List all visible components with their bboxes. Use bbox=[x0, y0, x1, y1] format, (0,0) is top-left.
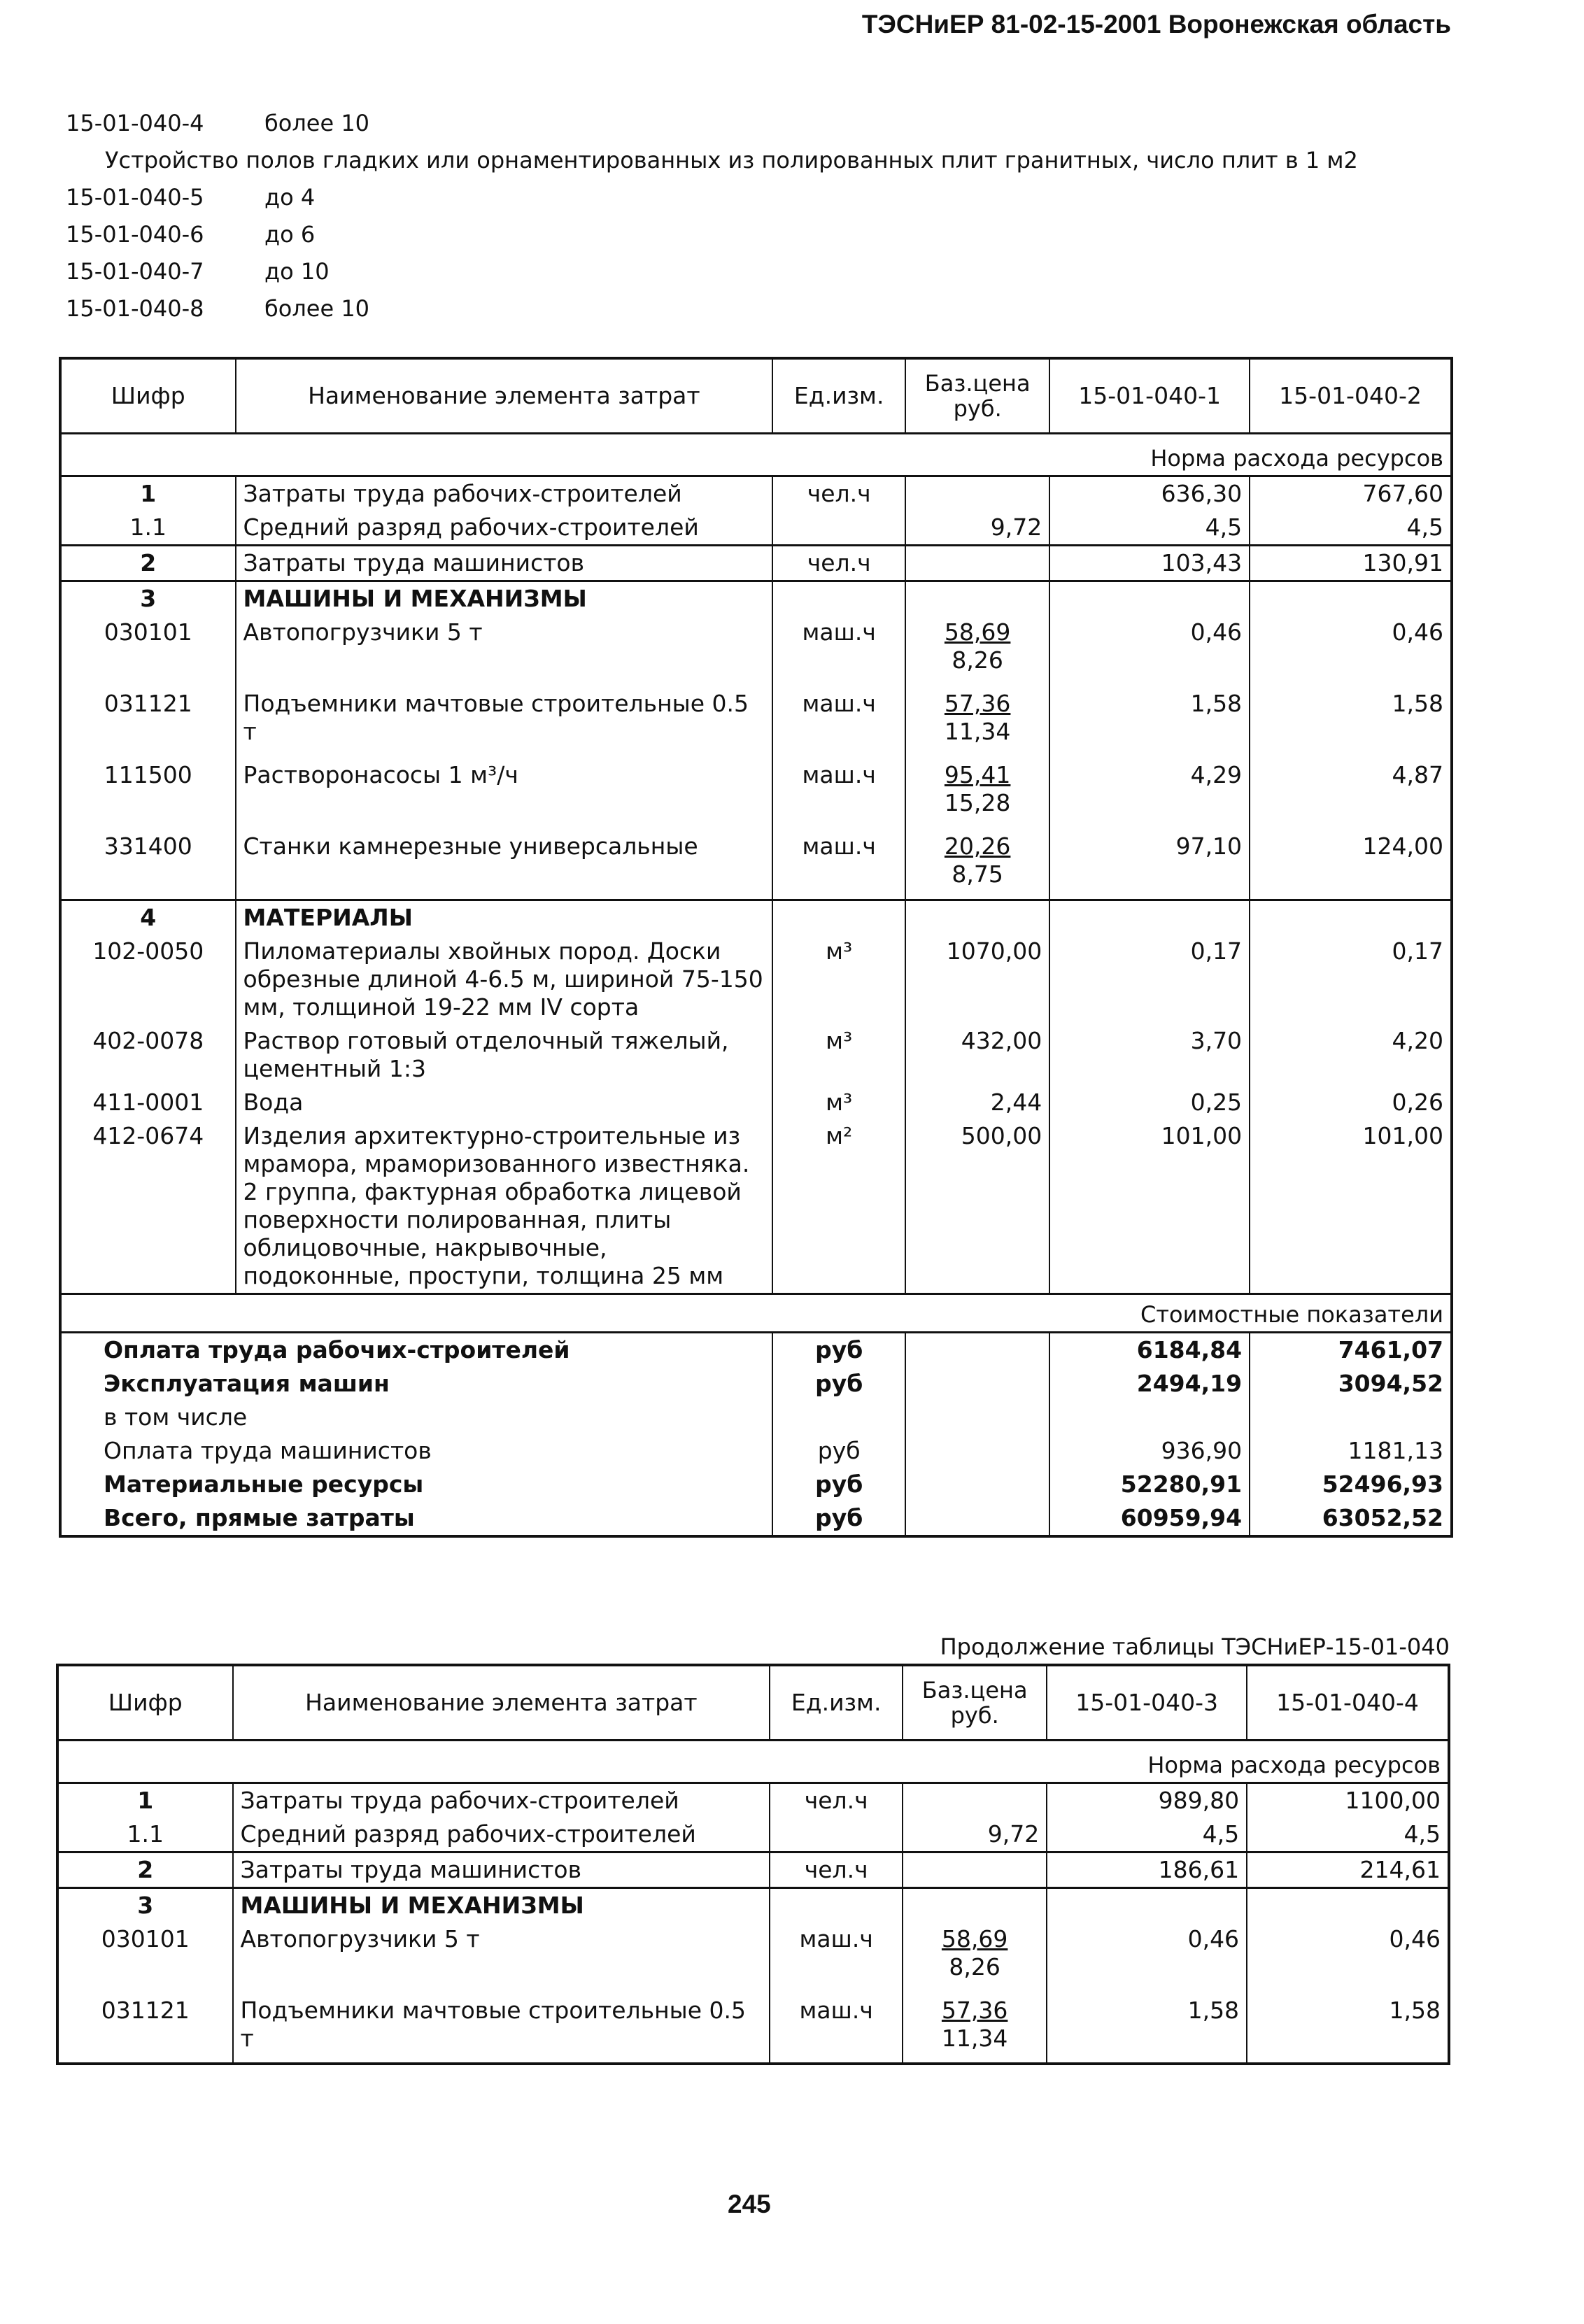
summary-unit: руб bbox=[772, 1468, 905, 1501]
row-name: Подъемники мачтовые строительные 0.5 т bbox=[236, 687, 773, 758]
row-price: 9,72 bbox=[903, 1818, 1047, 1852]
row-unit: чел.ч bbox=[772, 476, 905, 511]
row-price: 500,00 bbox=[905, 1119, 1049, 1294]
row-price: 432,00 bbox=[905, 1024, 1049, 1086]
price-top: 20,26 bbox=[944, 832, 1011, 860]
table-row bbox=[60, 1086, 1452, 1119]
table-row bbox=[60, 758, 1452, 830]
summary-unit: руб bbox=[772, 1501, 905, 1536]
row-unit: чел.ч bbox=[770, 1783, 903, 1818]
norm-label: Норма расхода ресурсов bbox=[57, 1741, 1449, 1783]
summary-name: Эксплуатация машин bbox=[104, 1369, 390, 1397]
intro-row bbox=[66, 216, 1465, 253]
price-bottom: 8,75 bbox=[952, 860, 1003, 888]
cost-label-row bbox=[60, 1294, 1452, 1332]
row-name: Изделия архитектурно-строительные из мрамора, мраморизованного известняка. 2 группа, фактурная обработка лицевой поверхности полированная, плиты облицовочные, накрывочные, подоконные, проступи, толщина 25 мм bbox=[236, 1119, 773, 1294]
row-code: 411-0001 bbox=[92, 1088, 204, 1116]
summary-value-2: 7461,07 bbox=[1250, 1332, 1452, 1367]
summary-row bbox=[60, 1468, 1452, 1501]
intro-desc: до 6 bbox=[264, 221, 316, 248]
table-row bbox=[60, 935, 1452, 1024]
table-row bbox=[57, 1818, 1449, 1852]
summary-unit: руб bbox=[772, 1332, 905, 1367]
table-row bbox=[60, 1024, 1452, 1086]
price-bottom: 8,26 bbox=[949, 1953, 1000, 1981]
row-price: 2,44 bbox=[905, 1086, 1049, 1119]
row-unit: маш.ч bbox=[772, 687, 905, 758]
row-value-1: 1,58 bbox=[1047, 1994, 1247, 2064]
header-unit: Ед.изм. bbox=[770, 1665, 903, 1741]
summary-row bbox=[60, 1401, 1452, 1434]
table-row bbox=[60, 830, 1452, 900]
row-value-2: 4,20 bbox=[1250, 1024, 1452, 1086]
section-row bbox=[60, 581, 1452, 616]
row-value-2: 4,87 bbox=[1250, 758, 1452, 830]
summary-value-2: 3094,52 bbox=[1250, 1367, 1452, 1401]
row-code: 102-0050 bbox=[92, 937, 204, 965]
intro-code: 15-01-040-6 bbox=[66, 221, 204, 248]
table-row bbox=[57, 1783, 1449, 1818]
norm-label-row bbox=[57, 1741, 1449, 1783]
table-row bbox=[60, 511, 1452, 546]
price-top: 58,69 bbox=[944, 618, 1011, 646]
row-value-1: 101,00 bbox=[1049, 1119, 1250, 1294]
row-name: Растворонасосы 1 м³/ч bbox=[236, 758, 773, 830]
resource-table-1 bbox=[59, 357, 1453, 1538]
row-price bbox=[905, 687, 1049, 758]
table-row bbox=[60, 616, 1452, 687]
price-top: 57,36 bbox=[944, 690, 1011, 717]
norm-label: Норма расхода ресурсов bbox=[60, 434, 1452, 476]
price-top: 57,36 bbox=[941, 1997, 1008, 2024]
row-price bbox=[903, 1994, 1047, 2064]
row-value-1: 1,58 bbox=[1049, 687, 1250, 758]
section-name: МАШИНЫ И МЕХАНИЗМЫ bbox=[236, 581, 773, 616]
section-row bbox=[57, 1888, 1449, 1923]
intro-code: 15-01-040-7 bbox=[66, 258, 204, 285]
row-unit: м² bbox=[772, 1119, 905, 1294]
intro-code: 15-01-040-4 bbox=[66, 110, 204, 136]
row-code: 030101 bbox=[104, 618, 192, 646]
summary-value-1: 2494,19 bbox=[1049, 1367, 1250, 1401]
row-value-2: 0,17 bbox=[1250, 935, 1452, 1024]
row-value-2: 0,26 bbox=[1250, 1086, 1452, 1119]
row-value-1: 4,5 bbox=[1047, 1818, 1247, 1852]
row-price bbox=[905, 758, 1049, 830]
intro-code: 15-01-040-8 bbox=[66, 295, 204, 322]
row-price bbox=[905, 616, 1049, 687]
row-name: Вода bbox=[236, 1086, 773, 1119]
row-value-2: 4,5 bbox=[1250, 511, 1452, 546]
table-header-row bbox=[60, 358, 1452, 434]
intro-desc: более 10 bbox=[264, 110, 370, 136]
row-name: Пиломатериалы хвойных пород. Доски обрезные длиной 4-6.5 м, шириной 75-150 мм, толщиной 19-22 мм IV сорта bbox=[236, 935, 773, 1024]
summary-name: в том числе bbox=[104, 1403, 248, 1431]
row-code: 1 bbox=[137, 1787, 154, 1814]
table-row bbox=[60, 687, 1452, 758]
norm-label-row bbox=[60, 434, 1452, 476]
row-value-2: 767,60 bbox=[1250, 476, 1452, 511]
summary-row bbox=[60, 1367, 1452, 1401]
row-price bbox=[903, 1922, 1047, 1994]
header-col5: 15-01-040-1 bbox=[1049, 358, 1250, 434]
table-row bbox=[57, 1852, 1449, 1888]
summary-name: Оплата труда рабочих-строителей bbox=[104, 1335, 570, 1363]
row-name: Затраты труда рабочих-строителей bbox=[233, 1783, 770, 1818]
row-name: Затраты труда машинистов bbox=[236, 546, 773, 581]
summary-row bbox=[60, 1434, 1452, 1468]
header-col5: 15-01-040-3 bbox=[1047, 1665, 1247, 1741]
row-value-1: 0,17 bbox=[1049, 935, 1250, 1024]
resource-table-2 bbox=[56, 1664, 1450, 2065]
summary-row bbox=[60, 1332, 1452, 1367]
row-value-1: 186,61 bbox=[1047, 1852, 1247, 1888]
summary-value-2: 52496,93 bbox=[1250, 1468, 1452, 1501]
summary-name: Всего, прямые затраты bbox=[104, 1503, 415, 1531]
header-col6: 15-01-040-4 bbox=[1247, 1665, 1449, 1741]
intro-desc: более 10 bbox=[264, 295, 370, 322]
row-name: Раствор готовый отделочный тяжелый, цементный 1:3 bbox=[236, 1024, 773, 1086]
row-value-1: 636,30 bbox=[1049, 476, 1250, 511]
row-name: Средний разряд рабочих-строителей bbox=[233, 1818, 770, 1852]
row-price: 9,72 bbox=[905, 511, 1049, 546]
intro-block bbox=[66, 105, 1465, 327]
summary-value-1: 6184,84 bbox=[1049, 1332, 1250, 1367]
intro-row bbox=[66, 179, 1465, 216]
row-value-1: 4,29 bbox=[1049, 758, 1250, 830]
row-code: 331400 bbox=[104, 832, 192, 860]
price-top: 95,41 bbox=[944, 761, 1011, 788]
summary-value-2: 1181,13 bbox=[1250, 1434, 1452, 1468]
row-value-1: 0,46 bbox=[1047, 1922, 1247, 1994]
row-name: Автопогрузчики 5 т bbox=[233, 1922, 770, 1994]
intro-row bbox=[66, 253, 1465, 290]
row-unit: маш.ч bbox=[770, 1922, 903, 1994]
section-name: МАТЕРИАЛЫ bbox=[236, 900, 773, 935]
row-value-2: 1,58 bbox=[1247, 1994, 1449, 2064]
section-name: МАШИНЫ И МЕХАНИЗМЫ bbox=[233, 1888, 770, 1923]
section-code: 4 bbox=[60, 900, 236, 935]
header-code: Шифр bbox=[57, 1665, 233, 1741]
continuation-caption: Продолжение таблицы ТЭСНиЕР-15-01-040 bbox=[940, 1634, 1450, 1660]
page-header-title: ТЭСНиЕР 81-02-15-2001 Воронежская область bbox=[861, 10, 1451, 38]
header-name: Наименование элемента затрат bbox=[236, 358, 773, 434]
row-unit: м³ bbox=[772, 1024, 905, 1086]
price-bottom: 15,28 bbox=[944, 789, 1011, 816]
row-code: 031121 bbox=[101, 1997, 190, 2024]
intro-description: Устройство полов гладких или орнаментированных из полированных плит гранитных, число плит в 1 м2 bbox=[105, 147, 1358, 173]
row-name: Автопогрузчики 5 т bbox=[236, 616, 773, 687]
row-name: Затраты труда рабочих-строителей bbox=[236, 476, 773, 511]
row-code: 402-0078 bbox=[92, 1026, 204, 1054]
row-value-2: 124,00 bbox=[1250, 830, 1452, 900]
row-code: 1 bbox=[140, 480, 157, 507]
row-unit bbox=[772, 511, 905, 546]
row-value-1: 0,25 bbox=[1049, 1086, 1250, 1119]
price-bottom: 8,26 bbox=[952, 646, 1003, 674]
row-value-1: 0,46 bbox=[1049, 616, 1250, 687]
intro-row bbox=[66, 105, 1465, 142]
summary-name: Оплата труда машинистов bbox=[104, 1436, 432, 1464]
row-unit: маш.ч bbox=[772, 616, 905, 687]
table-row bbox=[60, 1119, 1452, 1294]
row-value-2: 0,46 bbox=[1250, 616, 1452, 687]
section-code: 3 bbox=[60, 581, 236, 616]
row-code: 412-0674 bbox=[92, 1121, 204, 1149]
row-unit: м³ bbox=[772, 935, 905, 1024]
row-price: 1070,00 bbox=[905, 935, 1049, 1024]
row-value-2: 0,46 bbox=[1247, 1922, 1449, 1994]
summary-unit: руб bbox=[772, 1434, 905, 1468]
row-price bbox=[905, 476, 1049, 511]
price-bottom: 11,34 bbox=[941, 2025, 1008, 2052]
page-number: 245 bbox=[728, 2190, 771, 2218]
row-value-1: 3,70 bbox=[1049, 1024, 1250, 1086]
intro-desc: до 10 bbox=[264, 258, 330, 285]
row-price bbox=[905, 830, 1049, 900]
header-col6: 15-01-040-2 bbox=[1250, 358, 1452, 434]
price-bottom: 11,34 bbox=[944, 718, 1011, 745]
header-unit: Ед.изм. bbox=[772, 358, 905, 434]
row-value-2: 1,58 bbox=[1250, 687, 1452, 758]
table-row bbox=[57, 1994, 1449, 2064]
row-value-2: 4,5 bbox=[1247, 1818, 1449, 1852]
row-code: 111500 bbox=[104, 761, 192, 788]
summary-row bbox=[60, 1501, 1452, 1536]
table-row bbox=[57, 1922, 1449, 1994]
row-unit: чел.ч bbox=[770, 1852, 903, 1888]
price-top: 58,69 bbox=[941, 1925, 1008, 1953]
table-header-row bbox=[57, 1665, 1449, 1741]
summary-value-1: 52280,91 bbox=[1049, 1468, 1250, 1501]
row-unit: маш.ч bbox=[772, 758, 905, 830]
section-row bbox=[60, 900, 1452, 935]
row-unit: маш.ч bbox=[770, 1994, 903, 2064]
table-row bbox=[60, 476, 1452, 511]
row-name: Средний разряд рабочих-строителей bbox=[236, 511, 773, 546]
summary-value-1: 60959,94 bbox=[1049, 1501, 1250, 1536]
header-price: Баз.цена руб. bbox=[903, 1665, 1047, 1741]
row-unit: маш.ч bbox=[772, 830, 905, 900]
summary-name: Материальные ресурсы bbox=[104, 1470, 424, 1498]
row-value-2: 101,00 bbox=[1250, 1119, 1452, 1294]
row-name: Затраты труда машинистов bbox=[233, 1852, 770, 1888]
header-price: Баз.цена руб. bbox=[905, 358, 1049, 434]
row-value-1: 103,43 bbox=[1049, 546, 1250, 581]
row-code: 1.1 bbox=[127, 1820, 164, 1848]
row-code: 030101 bbox=[101, 1925, 190, 1953]
intro-desc: до 4 bbox=[264, 184, 316, 211]
row-unit: чел.ч bbox=[772, 546, 905, 581]
summary-value-1: 936,90 bbox=[1049, 1434, 1250, 1468]
table-row bbox=[60, 546, 1452, 581]
row-code: 1.1 bbox=[129, 513, 167, 541]
section-code: 3 bbox=[57, 1888, 233, 1923]
summary-unit: руб bbox=[772, 1367, 905, 1401]
header-name: Наименование элемента затрат bbox=[233, 1665, 770, 1741]
row-code: 2 bbox=[60, 546, 236, 581]
row-value-2: 130,91 bbox=[1250, 546, 1452, 581]
row-price bbox=[905, 546, 1049, 581]
row-code: 2 bbox=[57, 1852, 233, 1888]
row-name: Подъемники мачтовые строительные 0.5 т bbox=[233, 1994, 770, 2064]
intro-code: 15-01-040-5 bbox=[66, 184, 204, 211]
intro-row bbox=[66, 290, 1465, 327]
row-name: Станки камнерезные универсальные bbox=[236, 830, 773, 900]
header-code: Шифр bbox=[60, 358, 236, 434]
row-unit: м³ bbox=[772, 1086, 905, 1119]
row-value-1: 97,10 bbox=[1049, 830, 1250, 900]
row-value-2: 1100,00 bbox=[1247, 1783, 1449, 1818]
row-value-1: 989,80 bbox=[1047, 1783, 1247, 1818]
row-value-1: 4,5 bbox=[1049, 511, 1250, 546]
cost-label: Стоимостные показатели bbox=[60, 1294, 1452, 1332]
row-code: 031121 bbox=[104, 690, 192, 717]
row-value-2: 214,61 bbox=[1247, 1852, 1449, 1888]
summary-value-2: 63052,52 bbox=[1250, 1501, 1452, 1536]
